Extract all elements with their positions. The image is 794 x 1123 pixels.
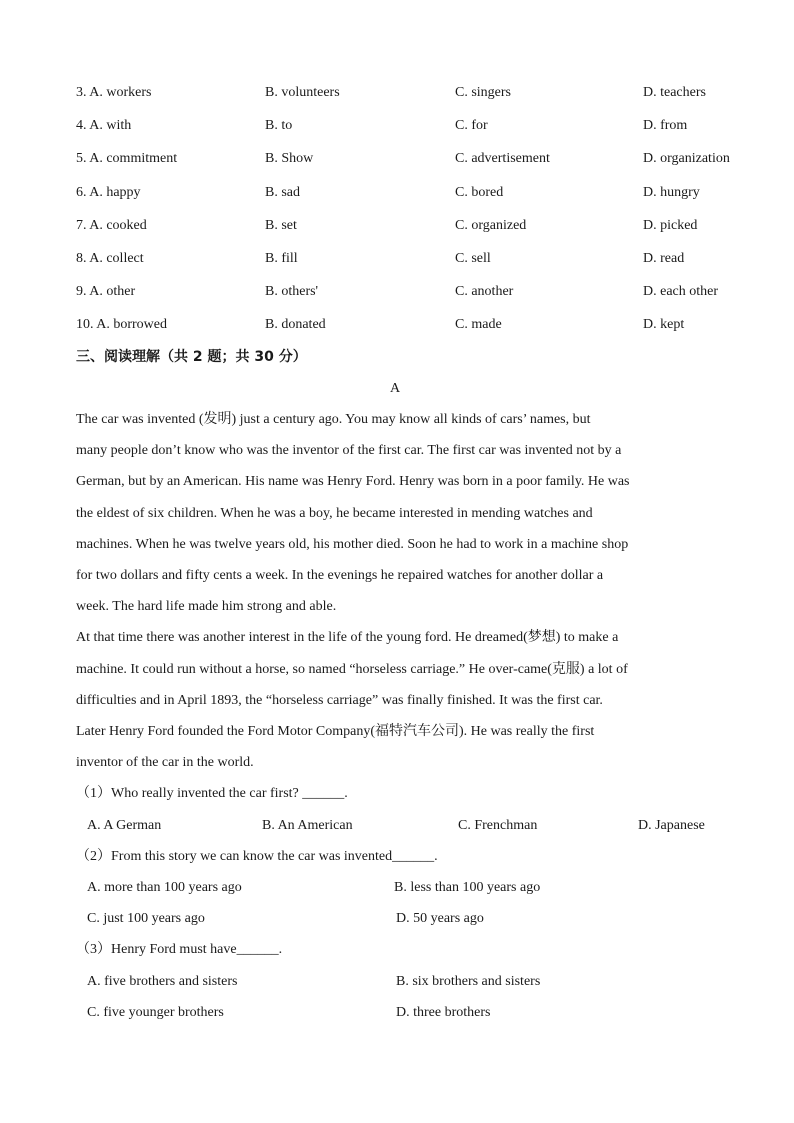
option-d: D. each other: [643, 284, 719, 299]
option-d: D. hungry: [643, 185, 700, 200]
question-stem: （1）Who really invented the car first? ______.: [76, 786, 348, 801]
option-b: B. others': [265, 284, 319, 299]
question-stem: （2）From this story we can know the car was invented______.: [76, 849, 438, 864]
question-stem: （3）Henry Ford must have______.: [76, 942, 283, 957]
passage-line: many people don’t know who was the inventor of the first car. The first car was invented not by a: [76, 443, 622, 458]
answer-option-b: B. less than 100 years ago: [394, 880, 541, 895]
passage-line: for two dollars and fifty cents a week. In the evenings he repaired watches for another dollar a: [76, 568, 604, 583]
passage-line: difficulties and in April 1893, the “horseless carriage” was finally finished. It was the first car.: [76, 693, 603, 708]
passage-line: German, but by an American. His name was Henry Ford. Henry was born in a poor family. He was: [76, 474, 630, 489]
option-d: D. from: [643, 118, 688, 133]
cloze-row: [0, 149, 794, 169]
option-d: D. organization: [643, 151, 730, 166]
option-a: 3. A. workers: [76, 85, 152, 100]
option-c: C. another: [455, 284, 514, 299]
passage-line: Later Henry Ford founded the Ford Motor Company(福特汽车公司). He was really the first: [76, 724, 595, 739]
option-d: D. read: [643, 251, 685, 266]
option-d: D. teachers: [643, 85, 706, 100]
option-b: B. set: [265, 218, 297, 233]
passage-line: machines. When he was twelve years old, his mother died. Soon he had to work in a machine shop: [76, 537, 629, 552]
passage-label: A: [390, 381, 401, 396]
answer-option-d: D. 50 years ago: [396, 911, 484, 926]
passage-line: the eldest of six children. When he was a boy, he became interested in mending watches and: [76, 506, 593, 521]
option-c: C. sell: [455, 251, 491, 266]
option-a: 5. A. commitment: [76, 151, 178, 166]
passage-line: machine. It could run without a horse, so named “horseless carriage.” He over-came(克服) a lot of: [76, 662, 628, 677]
option-b: B. sad: [265, 185, 300, 200]
cloze-row: [0, 282, 794, 302]
answer-option-d: D. Japanese: [638, 818, 705, 833]
answer-option-a: A. A German: [87, 818, 162, 833]
cloze-row: [0, 83, 794, 103]
answer-option-a: A. more than 100 years ago: [87, 880, 242, 895]
option-d: D. picked: [643, 218, 698, 233]
option-a: 8. A. collect: [76, 251, 144, 266]
answer-option-c: C. five younger brothers: [87, 1005, 224, 1020]
answer-option-c: C. just 100 years ago: [87, 911, 205, 926]
cloze-row: [0, 116, 794, 136]
passage-line: At that time there was another interest in the life of the young ford. He dreamed(梦想) to make a: [76, 630, 619, 645]
option-a: 7. A. cooked: [76, 218, 147, 233]
option-b: B. fill: [265, 251, 298, 266]
option-b: B. donated: [265, 317, 326, 332]
answer-option-a: A. five brothers and sisters: [87, 974, 238, 989]
option-c: C. singers: [455, 85, 511, 100]
cloze-row: [0, 216, 794, 236]
answer-option-b: B. An American: [262, 818, 353, 833]
option-b: B. volunteers: [265, 85, 340, 100]
option-a: 4. A. with: [76, 118, 132, 133]
section-heading: 三、阅读理解（共 2 题；共 30 分）: [76, 349, 307, 365]
option-c: C. bored: [455, 185, 504, 200]
option-a: 10. A. borrowed: [76, 317, 167, 332]
answer-option-b: B. six brothers and sisters: [396, 974, 541, 989]
option-a: 6. A. happy: [76, 185, 141, 200]
option-a: 9. A. other: [76, 284, 136, 299]
cloze-row: [0, 315, 794, 335]
cloze-row: [0, 249, 794, 269]
option-c: C. made: [455, 317, 502, 332]
option-b: B. Show: [265, 151, 314, 166]
passage-line: The car was invented (发明) just a century ago. You may know all kinds of cars’ names, but: [76, 412, 591, 427]
option-d: D. kept: [643, 317, 685, 332]
option-c: C. organized: [455, 218, 527, 233]
answer-option-d: D. three brothers: [396, 1005, 491, 1020]
option-c: C. advertisement: [455, 151, 550, 166]
cloze-row: [0, 183, 794, 203]
option-c: C. for: [455, 118, 488, 133]
passage-line: week. The hard life made him strong and able.: [76, 599, 337, 614]
answer-option-c: C. Frenchman: [458, 818, 538, 833]
option-b: B. to: [265, 118, 293, 133]
passage-line: inventor of the car in the world.: [76, 755, 254, 770]
